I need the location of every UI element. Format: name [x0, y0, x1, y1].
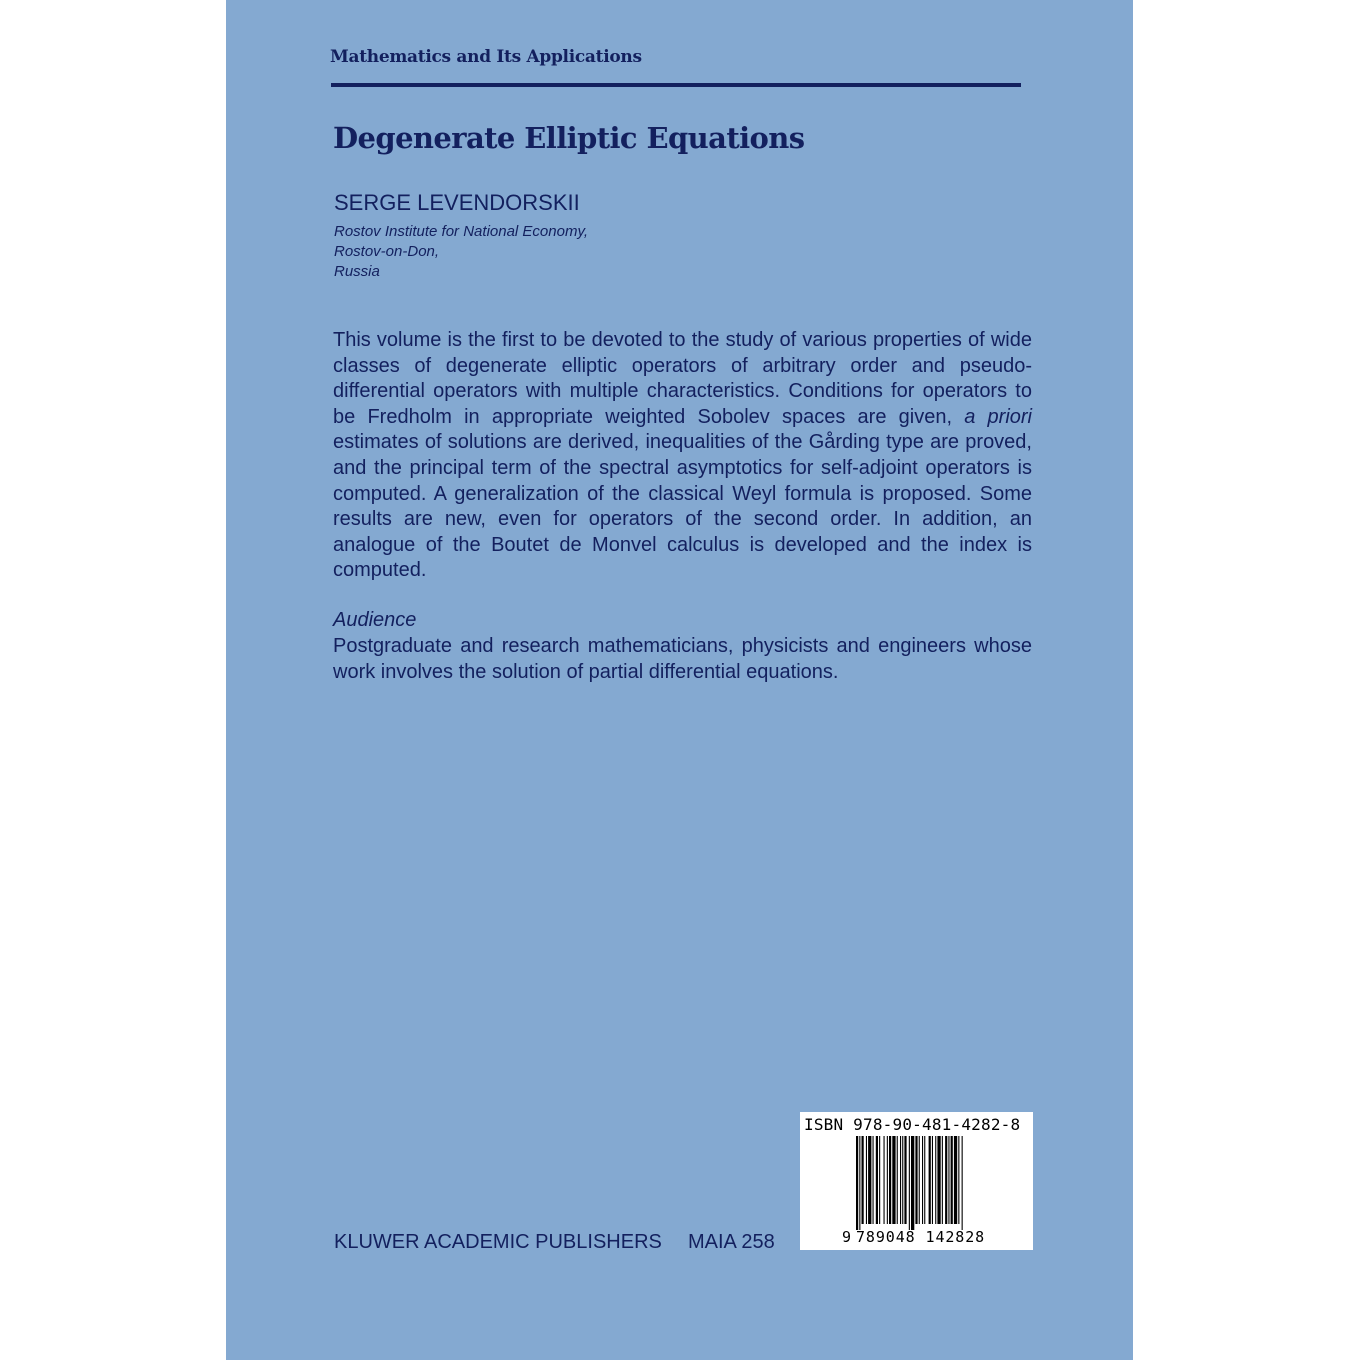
barcode-bar [862, 1136, 864, 1224]
affiliation-line: Russia [334, 263, 380, 280]
author-affiliation [334, 222, 588, 282]
barcode-bar [868, 1136, 871, 1224]
barcode-bar [866, 1136, 867, 1224]
description-text: This volume is the first to be devoted to the study of various properties of wide classes of degenerate elliptic operators of arbitrary order and pseudo-differential operators with multiple characteristics. Conditions for operators to be Fredholm in appropriate weighted Sobolev spaces are given, [333, 329, 1032, 428]
barcode-label [800, 1112, 1033, 1250]
series-title: Mathematics and Its Applications [330, 47, 642, 67]
barcode-bar [889, 1136, 891, 1224]
ean-digits-rest: 789048 142828 [856, 1228, 986, 1246]
barcode-bar [900, 1136, 901, 1224]
barcode-bar [909, 1136, 910, 1230]
book-title: Degenerate Elliptic Equations [333, 121, 805, 155]
header-rule [331, 83, 1021, 87]
barcode-bar [932, 1136, 933, 1224]
description-italic: a priori [964, 405, 1032, 428]
barcode-bar [904, 1136, 906, 1224]
series-number: MAIA 258 [688, 1231, 775, 1253]
barcode-bar [873, 1136, 874, 1224]
author-name: SERGE LEVENDORSKII [334, 190, 580, 215]
barcode-bar [951, 1136, 953, 1224]
barcode-bar [902, 1136, 903, 1224]
barcode-bar [876, 1136, 878, 1224]
barcode-bar [935, 1136, 936, 1224]
publisher-name: KLUWER ACADEMIC PUBLISHERS [334, 1231, 662, 1253]
affiliation-line: Rostov Institute for National Economy, [334, 223, 589, 240]
affiliation-line: Rostov-on-Don, [334, 243, 440, 260]
barcode-bar [911, 1136, 914, 1230]
barcode-bar [954, 1136, 957, 1224]
barcode-bar [958, 1136, 959, 1224]
barcode-bar [924, 1136, 925, 1224]
barcode-bar [945, 1136, 947, 1224]
barcode-bar [897, 1136, 898, 1224]
barcode-bar [887, 1136, 888, 1224]
audience-text: Postgraduate and research mathematicians, physicists and engineers whose work involves the solution of partial differential equations. [333, 635, 1032, 683]
barcode-bar [879, 1136, 880, 1224]
barcode-icon [800, 1134, 1033, 1230]
barcode-bar [884, 1136, 885, 1224]
barcode-bar [859, 1136, 860, 1230]
ean-first-digit: 9 [842, 1228, 852, 1246]
description-paragraph [333, 328, 1032, 584]
barcode-bar [942, 1136, 943, 1224]
barcode-bar [919, 1136, 920, 1224]
barcode-bar [962, 1136, 963, 1230]
barcode-bar [856, 1136, 858, 1230]
description-text: estimates of solutions are derived, inequalities of the Gårding type are proved, and the principal term of the spectral asymptotics for self-adjoint operators is computed. A generalization of the classical Weyl formula is proposed. Some results are new, even for operators of the second order. In addition, an analogue of the Boutet de Monvel calculus is developed and the index is computed. [333, 431, 1032, 582]
barcode-bar [937, 1136, 940, 1224]
isbn-number: ISBN 978-90-481-4282-8 [804, 1115, 1021, 1134]
audience-heading: Audience [333, 609, 417, 631]
book-back-cover [226, 0, 1133, 1360]
barcode-bar [929, 1136, 931, 1224]
barcode-bar [948, 1136, 949, 1224]
barcode-bar [922, 1136, 923, 1224]
barcode-bar [915, 1136, 917, 1224]
barcode-bar [892, 1136, 895, 1224]
